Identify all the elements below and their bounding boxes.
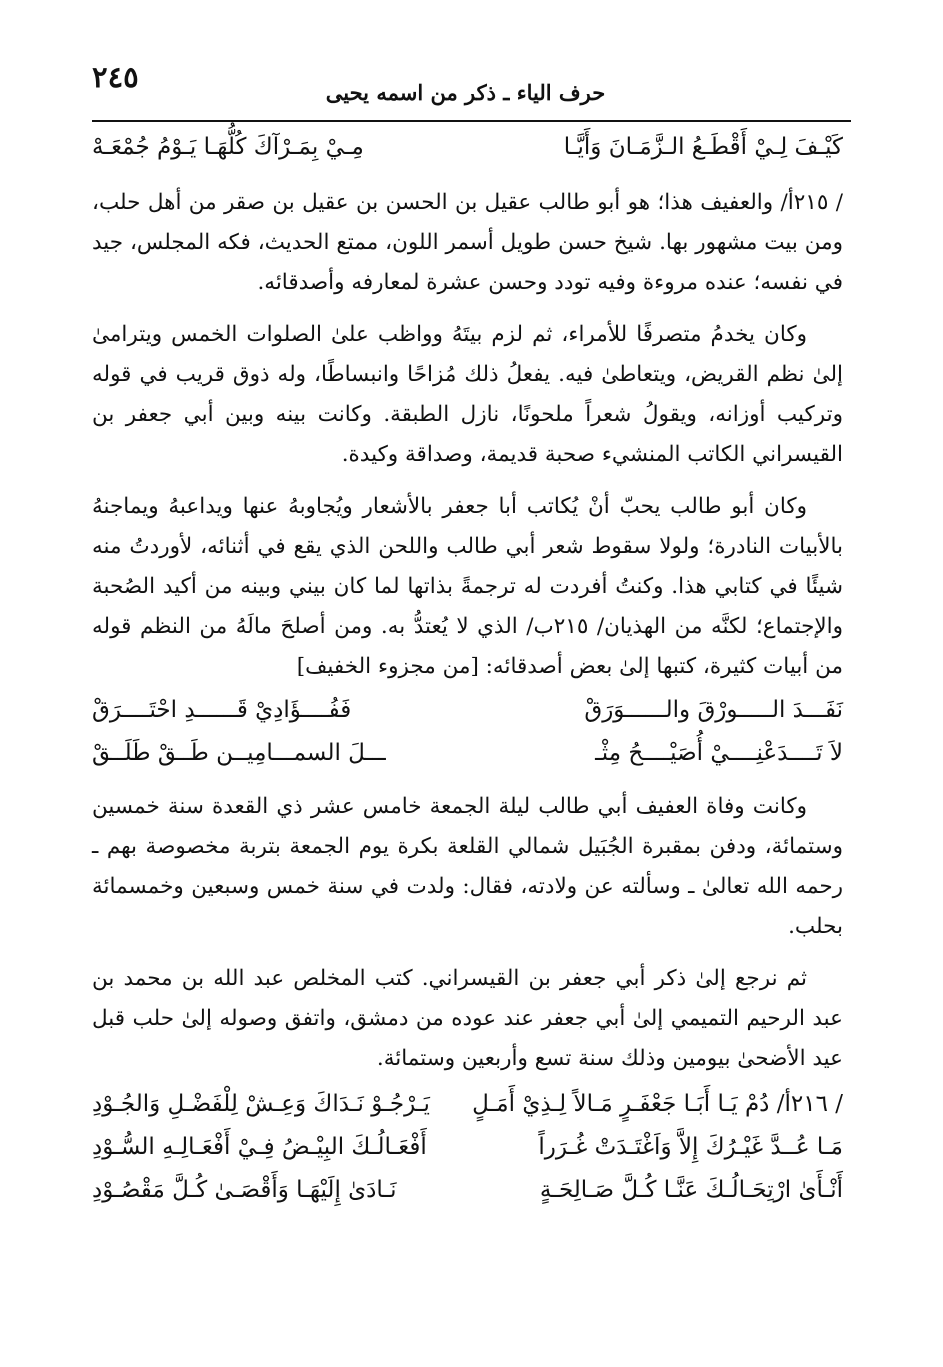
verse-second-hemistich: ـــلَ السمـــامِيــن طَــقْ طَلَــقْ xyxy=(92,740,386,766)
running-title: حرف الياء ـ ذكر من اسمه يحيى xyxy=(325,80,606,105)
verse-block xyxy=(92,689,843,775)
verse-line xyxy=(92,1126,843,1169)
verse-second-hemistich: مِـيْ بِمَـرْآكَ كُلُّهَـا يَـوْمُ جُمْعَـهْ xyxy=(92,134,364,160)
verse-first-hemistich: / ٢١٦أ/ دُمْ يَـا أَبَـا جَعْفَـرٍ مَـالاً لِـذِيْ أَمَـلٍ xyxy=(472,1091,843,1117)
verse-first-hemistich: لاَ تَــــدَعْنِــــيْ أُصَيْــــحُ مِثْـ xyxy=(595,740,843,766)
page-header xyxy=(88,52,843,108)
verse-line xyxy=(92,1169,843,1212)
header-rule xyxy=(92,120,851,122)
verse-first-hemistich: كَيْـفَ لِـيْ أَقْطَـعُ الـزَّمَـانَ وَأَيَّـا xyxy=(563,134,843,160)
verse-block xyxy=(92,1083,843,1212)
paragraph: وكان يخدمُ متصرفًا للأمراء، ثم لزم بيتَهُ وواظب علىٰ الصلوات الخمس ويترامىٰ إلىٰ نظم القريض، ويتعاطىٰ فيه. يفعلُ ذلك مُزاحًا وانبساطًا، وله ذوق قريب في قوله وتركيب أوزانه، ويقولُ شعراً ملحونًا، نازل الطبقة. وكانت بينه وبين أبي جعفر بن القيسراني الكاتب المنشيء صحبة قديمة، وصداقة وكيدة. xyxy=(92,322,843,467)
verse-first-hemistich: نَفَـــدَ الـــــورْقَ والــــــوَرَقْ xyxy=(584,697,843,723)
verse-first-hemistich: أَنْـأَىٰ ارْتِحَـالُـكَ عَنَّـا كُـلَّ صَـالِحَـةٍ xyxy=(539,1177,843,1203)
paragraph: / ٢١٥أ/ والعفيف هذا؛ هو أبو طالب عقيل بن الحسن بن عقيل بن صقر من أهل حلب، ومن بيت مشهور بها. شيخ حسن طويل أسمر اللون، ممتع الحديث، فكه المجلس، جيد في نفسه؛ عنده مروءة وفيه تودد وحسن عشرة لمعارفه وأصدقائه. xyxy=(92,190,843,295)
page-number: ٢٤٥ xyxy=(92,60,139,94)
page-body xyxy=(92,126,843,1224)
verse-line xyxy=(92,126,843,169)
verse-second-hemistich: فَفُــــؤَادِيْ قَــــــدِ احْتَــــرَقْ xyxy=(92,697,352,723)
paragraph: وكان أبو طالب يحبّ أنْ يُكاتب أبا جعفر بالأشعار ويُجاوبهُ عنها ويداعبهُ ويماجنهُ بالأبيات النادرة؛ ولولا سقوط شعر أبي طالب واللحن الذي يقع في أثنائه، لأوردتُ منه شيئًا في كتابي هذا. وكنتُ أفردت له ترجمةً بذاتها لما كان بيني وبينه من أكيد الصُحبة والإجتماع؛ لكنَّه من الهذيان/ ٢١٥ب/ الذي لا يُعتدُّ به. ومن أصلحَ مالَهُ من النظم قوله من أبيات كثيرة، كتبها إلىٰ بعض أصدقائه: [من مجزوء الخفيف] xyxy=(92,494,843,679)
verse-second-hemistich: يَـرْجُـوْ نَـدَاكَ وَعِـشْ لِلْفَضْـلِ وَالجُـوْدِ xyxy=(92,1091,430,1117)
verse-first-hemistich: مَـا عُــدَّ غَيْـرُكَ إِلاَّ وَاَغْتَـدَتْ غُـرَراً xyxy=(538,1134,843,1160)
paragraph: وكانت وفاة العفيف أبي طالب ليلة الجمعة خامس عشر ذي القعدة سنة خمسين وستمائة، ودفن بمقبرة الجُبَيل شمالي القلعة بكرة يوم الجمعة بتربة مخصوصة بهم ـ رحمه الله تعالىٰ ـ وسألته عن ولادته، فقال: ولدت في سنة خمس وسبعين وخمسمائة بحلب. xyxy=(92,794,843,939)
verse-second-hemistich: أَفْعَـالُـكَ البِيْـضُ فِـيْ أَفْعَـالِـهِ السُّـوْدِ xyxy=(92,1134,427,1160)
verse-line xyxy=(92,689,843,732)
verse-line xyxy=(92,732,843,775)
verse-second-hemistich: نَـادَىٰ إِلَيْهَـا وَأَقْصَـىٰ كُـلَّ مَقْصُـوْدِ xyxy=(92,1177,397,1203)
verse-line xyxy=(92,1083,843,1126)
paragraph: ثم نرجع إلىٰ ذكر أبي جعفر بن القيسراني. كتب المخلص عبد الله بن محمد بن عبد الرحيم التميمي إلىٰ أبي جعفر عند عوده من دمشق، واتفق وصوله إلىٰ حلب قبل عيد الأضحىٰ بيومين وذلك سنة تسع وأربعين وستمائة. xyxy=(92,966,843,1071)
